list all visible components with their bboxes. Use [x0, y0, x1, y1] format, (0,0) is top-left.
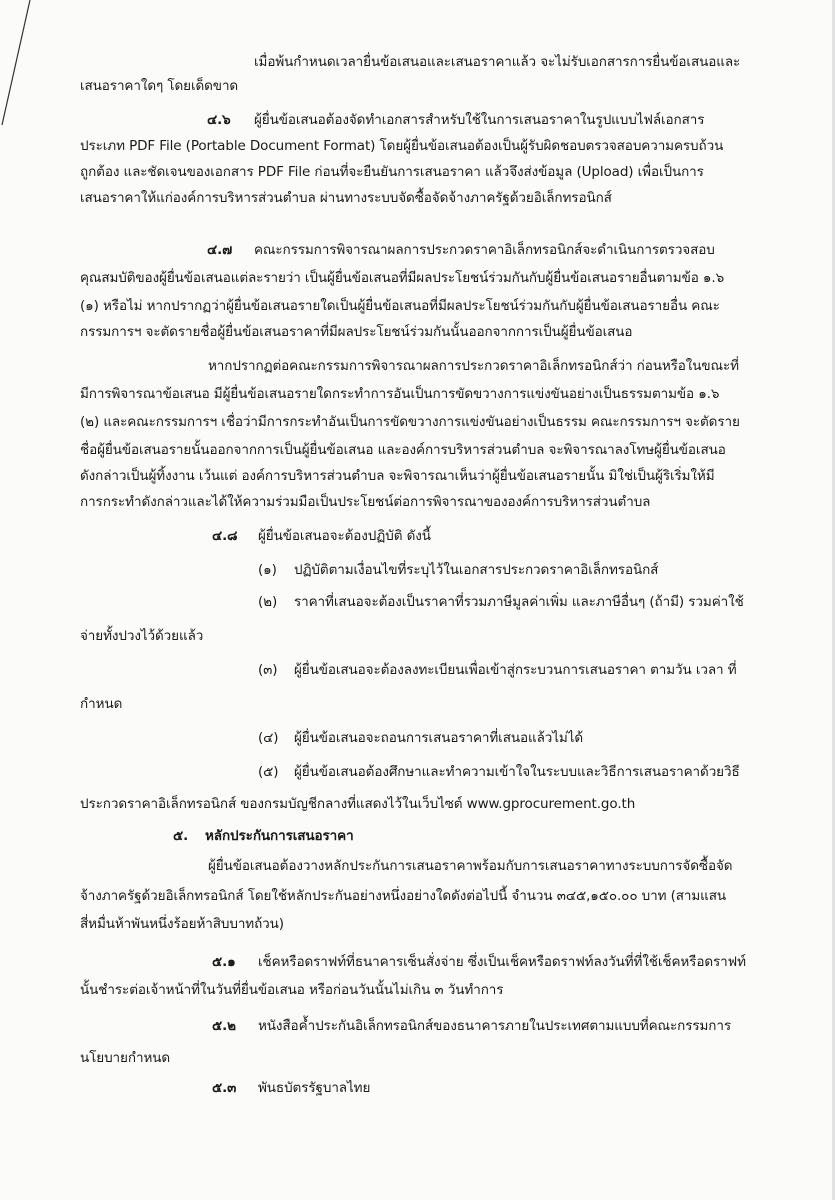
list-item-number: (๔) [258, 730, 279, 746]
text-line: หนังสือค้ำประกันอิเล็กทรอนิกส์ของธนาคารภายในประเทศตามแบบที่คณะกรรมการ [258, 1018, 731, 1034]
text-line: ประเภท PDF File (Portable Document Format) โดยผู้ยื่นข้อเสนอต้องเป็นผู้รับผิดชอบตรวจสอบความครบถ้วน [80, 138, 724, 154]
text-line: ผู้ยื่นข้อเสนอจะต้องลงทะเบียนเพื่อเข้าสู่กระบวนการเสนอราคา ตามวัน เวลา ที่ [294, 662, 737, 678]
text-line: ราคาที่เสนอจะต้องเป็นราคาที่รวมภาษีมูลค่าเพิ่ม และภาษีอื่นๆ (ถ้ามี) รวมค่าใช้ [294, 594, 744, 610]
text-line: นโยบายกำหนด [80, 1050, 171, 1066]
text-line: ผู้ยื่นข้อเสนอจะต้องปฏิบัติ ดังนี้ [258, 528, 431, 544]
section-heading: หลักประกันการเสนอราคา [205, 828, 354, 844]
text-line: ปฏิบัติตามเงื่อนไขที่ระบุไว้ในเอกสารประกวดราคาอิเล็กทรอนิกส์ [294, 562, 659, 578]
text-line: สี่หมื่นห้าพันหนึ่งร้อยห้าสิบบาทถ้วน) [80, 916, 284, 932]
text-line: เสนอราคาให้แก่องค์การบริหารส่วนตำบล ผ่านทางระบบจัดซื้อจัดจ้างภาครัฐด้วยอิเล็กทรอนิกส์ [80, 190, 612, 206]
text-line: ผู้ยื่นข้อเสนอต้องศึกษาและทำความเข้าใจในระบบและวิธีการเสนอราคาด้วยวิธี [294, 764, 740, 780]
section-number: ๔.๘ [212, 528, 238, 544]
list-item-number: (๒) [258, 594, 278, 610]
list-item-number: (๓) [258, 662, 278, 678]
section-number: ๔.๗ [207, 242, 233, 258]
text-line: (๑) หรือไม่ หากปรากฏว่าผู้ยื่นข้อเสนอรายใดเป็นผู้ยื่นข้อเสนอที่มีผลประโยชน์ร่วมกันกับผู้ยื่นข้อเสนอรายอื่น คณะ [80, 298, 720, 314]
list-item-number: (๑) [258, 562, 277, 578]
list-item-number: (๕) [258, 764, 279, 780]
text-line: คณะกรรมการพิจารณาผลการประกวดราคาอิเล็กทรอนิกส์จะดำเนินการตรวจสอบ [254, 242, 715, 258]
section-number: ๕.๒ [212, 1018, 236, 1034]
text-line: จ้างภาครัฐด้วยอิเล็กทรอนิกส์ โดยใช้หลักประกันอย่างหนึ่งอย่างใดดังต่อไปนี้ จำนวน ๓๔๕,๑๕๐.๐๐ บาท (สามแสน [80, 888, 727, 904]
text-line: กำหนด [80, 696, 123, 712]
text-line: ชื่อผู้ยื่นข้อเสนอรายนั้นออกจากการเป็นผู้ยื่นข้อเสนอ และองค์การบริหารส่วนตำบล จะพิจารณาลงโทษผู้ยื่นข้อเสนอ [80, 442, 726, 458]
text-line: การกระทำดังกล่าวและได้ให้ความร่วมมือเป็นประโยชน์ต่อการพิจารณาขององค์การบริหารส่วนตำบล [80, 494, 651, 510]
text-line: ผู้ยื่นข้อเสนอจะถอนการเสนอราคาที่เสนอแล้วไม่ได้ [294, 730, 584, 746]
section-number: ๕.๓ [212, 1080, 237, 1096]
text-line: นั้นชำระต่อเจ้าหน้าที่ในวันที่ยื่นข้อเสนอ หรือก่อนวันนั้นไม่เกิน ๓ วันทำการ [80, 982, 504, 998]
text-line: ดังกล่าวเป็นผู้ทิ้งงาน เว้นแต่ องค์การบริหารส่วนตำบล จะพิจารณาเห็นว่าผู้ยื่นข้อเสนอรายนั้น มิใช่เป็นผู้ริเริ่มให้มี [80, 468, 715, 484]
text-line: ผู้ยื่นข้อเสนอต้องวางหลักประกันการเสนอราคาพร้อมกับการเสนอราคาทางระบบการจัดซื้อจัด [208, 858, 733, 874]
section-number: ๕. [173, 828, 189, 844]
text-line: ถูกต้อง และชัดเจนของเอกสาร PDF File ก่อนที่จะยืนยันการเสนอราคา แล้วจึงส่งข้อมูล (Upload) เพื่อเป็นการ [80, 164, 704, 180]
section-number: ๕.๑ [212, 954, 236, 970]
text-line: เช็คหรือดราฟท์ที่ธนาคารเซ็นสั่งจ่าย ซึ่งเป็นเช็คหรือดราฟท์ลงวันที่ที่ใช้เช็คหรือดราฟท์ [258, 954, 746, 970]
text-line: เมื่อพ้นกำหนดเวลายื่นข้อเสนอและเสนอราคาแล้ว จะไม่รับเอกสารการยื่นข้อเสนอและ [254, 54, 741, 70]
text-line: กรรมการฯ จะตัดรายชื่อผู้ยื่นข้อเสนอราคาที่มีผลประโยชน์ร่วมกันนั้นออกจากการเป็นผู้ยื่นข้อเสนอ [80, 324, 633, 340]
text-line: (๒) และคณะกรรมการฯ เชื่อว่ามีการกระทำอันเป็นการขัดขวางการแข่งขันอย่างเป็นธรรม คณะกรรมการฯ จะตัดราย [80, 414, 740, 430]
text-line: จ่ายทั้งปวงไว้ด้วยแล้ว [80, 628, 204, 644]
text-line: พันธบัตรรัฐบาลไทย [258, 1080, 371, 1096]
text-line: มีการพิจารณาข้อเสนอ มีผู้ยื่นข้อเสนอรายใดกระทำการอันเป็นการขัดขวางการแข่งขันอย่างเป็นธรรมตามข้อ ๑.๖ [80, 386, 720, 402]
text-line: คุณสมบัติของผู้ยื่นข้อเสนอแต่ละรายว่า เป็นผู้ยื่นข้อเสนอที่มีผลประโยชน์ร่วมกันกับผู้ยื่นข้อเสนอรายอื่นตามข้อ ๑.๖ [80, 270, 725, 286]
section-number: ๔.๖ [207, 112, 231, 128]
text-line: หากปรากฏต่อคณะกรรมการพิจารณาผลการประกวดราคาอิเล็กทรอนิกส์ว่า ก่อนหรือในขณะที่ [208, 358, 739, 374]
text-line: ผู้ยื่นข้อเสนอต้องจัดทำเอกสารสำหรับใช้ในการเสนอราคาในรูปแบบไฟล์เอกสาร [254, 112, 705, 128]
scan-artifact-line [0, 0, 60, 130]
text-line: เสนอราคาใดๆ โดยเด็ดขาด [80, 78, 239, 94]
text-line: ประกวดราคาอิเล็กทรอนิกส์ ของกรมบัญชีกลางที่แสดงไว้ในเว็บไซต์ www.gprocurement.go.th [80, 796, 636, 812]
